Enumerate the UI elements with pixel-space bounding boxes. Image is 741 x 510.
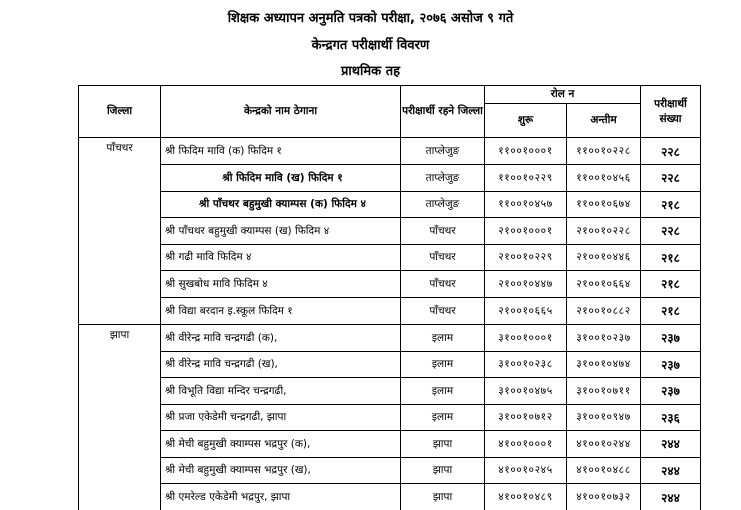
table-row (79, 271, 701, 298)
table-row (79, 324, 701, 351)
table-row (79, 297, 701, 324)
roll-end-cell: २१००१०२२८ (567, 218, 641, 245)
roll-end-cell: ३१००१०९४७ (567, 404, 641, 431)
roll-start-cell: २१००१०००१ (485, 218, 567, 245)
roll-start-cell: २१००१०२२९ (485, 244, 567, 271)
examinee-district-cell: पाँचथर (401, 218, 485, 245)
examinee-district-cell: ताप्लेजुङ (401, 191, 485, 218)
count-cell: २३७ (641, 351, 701, 378)
roll-end-cell: ३१००१०४७४ (567, 351, 641, 378)
center-name-cell: श्री पाँचथर बहुमुखी क्याम्पस (ख) फिदिम ४ (161, 218, 401, 245)
header-count: परीक्षार्थी संख्या (641, 86, 701, 138)
roll-end-cell: ३१००१०७११ (567, 378, 641, 405)
center-name-cell: श्री मेची बहुमुखी क्याम्पस भद्रपुर (क), (161, 431, 401, 458)
header-roll-start: शुरू (485, 104, 567, 138)
roll-start-cell: ३१००१०४७५ (485, 378, 567, 405)
level-heading: प्राथमिक तह (0, 61, 741, 79)
count-cell: २२८ (641, 138, 701, 165)
district-cell (79, 271, 161, 298)
count-cell: २१८ (641, 297, 701, 324)
district-cell: झापा (79, 324, 161, 351)
count-cell: २४४ (641, 457, 701, 484)
center-name-cell: श्री फिदिम मावि (ख) फिदिम १ (161, 165, 401, 192)
center-name-cell: श्री वीरेन्द्र मावि चन्द्रगढी (क), (161, 324, 401, 351)
center-name-cell: श्री प्रजा एकेडेमी चन्द्रगढी, झापा (161, 404, 401, 431)
table-row (79, 457, 701, 484)
roll-start-cell: ४१००१०००१ (485, 431, 567, 458)
table-row (79, 351, 701, 378)
count-cell: २२८ (641, 165, 701, 192)
table-row (79, 191, 701, 218)
roll-end-cell: ११००१०६७४ (567, 191, 641, 218)
examinee-district-cell: पाँचथर (401, 271, 485, 298)
examinee-district-cell: पाँचथर (401, 297, 485, 324)
roll-end-cell: ११००१०२२८ (567, 138, 641, 165)
roll-end-cell: ११००१०४५६ (567, 165, 641, 192)
district-cell (79, 378, 161, 405)
header-examinee-district: परीक्षार्थी रहने जिल्ला (401, 86, 485, 138)
center-name-cell: श्री विद्या बरदान इ.स्कूल फिदिम १ (161, 297, 401, 324)
examination-centers-table (78, 85, 701, 510)
examinee-district-cell: इलाम (401, 351, 485, 378)
district-cell (79, 431, 161, 458)
table-row (79, 218, 701, 245)
count-cell: २४४ (641, 484, 701, 510)
document-title: शिक्षक अध्यापन अनुमति पत्रको परीक्षा, २०७६ असोज ९ गते (0, 8, 741, 26)
count-cell: २१८ (641, 271, 701, 298)
district-cell (79, 351, 161, 378)
roll-start-cell: २१००१०४४७ (485, 271, 567, 298)
table-row (79, 165, 701, 192)
header-roll-no: रोल न (485, 86, 641, 104)
roll-start-cell: ४१००१०४८९ (485, 484, 567, 510)
examinee-district-cell: ताप्लेजुङ (401, 138, 485, 165)
roll-end-cell: २१००१०४४६ (567, 244, 641, 271)
district-cell (79, 218, 161, 245)
roll-start-cell: ३१००१०२३८ (485, 351, 567, 378)
examinee-district-cell: इलाम (401, 378, 485, 405)
table-row (79, 138, 701, 165)
district-cell (79, 191, 161, 218)
count-cell: २२८ (641, 218, 701, 245)
examinee-district-cell: पाँचथर (401, 244, 485, 271)
roll-start-cell: ४१००१०२४५ (485, 457, 567, 484)
count-cell: २३७ (641, 324, 701, 351)
center-name-cell: श्री फिदिम मावि (क) फिदिम १ (161, 138, 401, 165)
roll-end-cell: ४१००१०२४४ (567, 431, 641, 458)
examinee-district-cell: इलाम (401, 324, 485, 351)
center-name-cell: श्री मेची बहुमुखी क्याम्पस भद्रपुर (ख), (161, 457, 401, 484)
table-row (79, 378, 701, 405)
table-row (79, 484, 701, 510)
count-cell: २३६ (641, 404, 701, 431)
examinee-district-cell: इलाम (401, 404, 485, 431)
district-cell (79, 297, 161, 324)
count-cell: २३७ (641, 378, 701, 405)
roll-end-cell: २१००१०८८२ (567, 297, 641, 324)
roll-start-cell: २१००१०६६५ (485, 297, 567, 324)
center-name-cell: श्री विभूति विद्या मन्दिर चन्द्रगढी, (161, 378, 401, 405)
count-cell: २१८ (641, 191, 701, 218)
header-roll-end: अन्तीम (567, 104, 641, 138)
roll-start-cell: ३१००१०७१२ (485, 404, 567, 431)
roll-end-cell: ३१००१०२३७ (567, 324, 641, 351)
count-cell: २४४ (641, 431, 701, 458)
count-cell: २१८ (641, 244, 701, 271)
district-cell: पाँचथर (79, 138, 161, 165)
roll-start-cell: ११००१०४५७ (485, 191, 567, 218)
examinee-district-cell: ताप्लेजुङ (401, 165, 485, 192)
roll-start-cell: ११००१०२२९ (485, 165, 567, 192)
roll-end-cell: ४१००१०४८८ (567, 457, 641, 484)
center-name-cell: श्री पाँचथर बहुमुखी क्याम्पस (क) फिदिम ४ (161, 191, 401, 218)
center-name-cell: श्री वीरेन्द्र मावि चन्द्रगढी (ख), (161, 351, 401, 378)
roll-end-cell: २१००१०६६४ (567, 271, 641, 298)
district-cell (79, 457, 161, 484)
roll-end-cell: ४१००१०७३२ (567, 484, 641, 510)
center-name-cell: श्री सुखबोध मावि फिदिम ४ (161, 271, 401, 298)
document-subtitle: केन्द्रगत परीक्षार्थी विवरण (0, 35, 741, 53)
roll-start-cell: ३१००१०००१ (485, 324, 567, 351)
roll-start-cell: ११००१०००१ (485, 138, 567, 165)
examinee-district-cell: झापा (401, 484, 485, 510)
center-name-cell: श्री एमरेल्ड एकेडेमी भद्रपुर, झापा (161, 484, 401, 510)
header-center: केन्द्रको नाम ठेगाना (161, 86, 401, 138)
table-row (79, 431, 701, 458)
table-row (79, 244, 701, 271)
examinee-district-cell: झापा (401, 431, 485, 458)
table-row (79, 404, 701, 431)
district-cell (79, 165, 161, 192)
district-cell (79, 404, 161, 431)
examinee-district-cell: झापा (401, 457, 485, 484)
header-district: जिल्ला (79, 86, 161, 138)
center-name-cell: श्री गढी मावि फिदिम ४ (161, 244, 401, 271)
district-cell (79, 244, 161, 271)
district-cell (79, 484, 161, 510)
